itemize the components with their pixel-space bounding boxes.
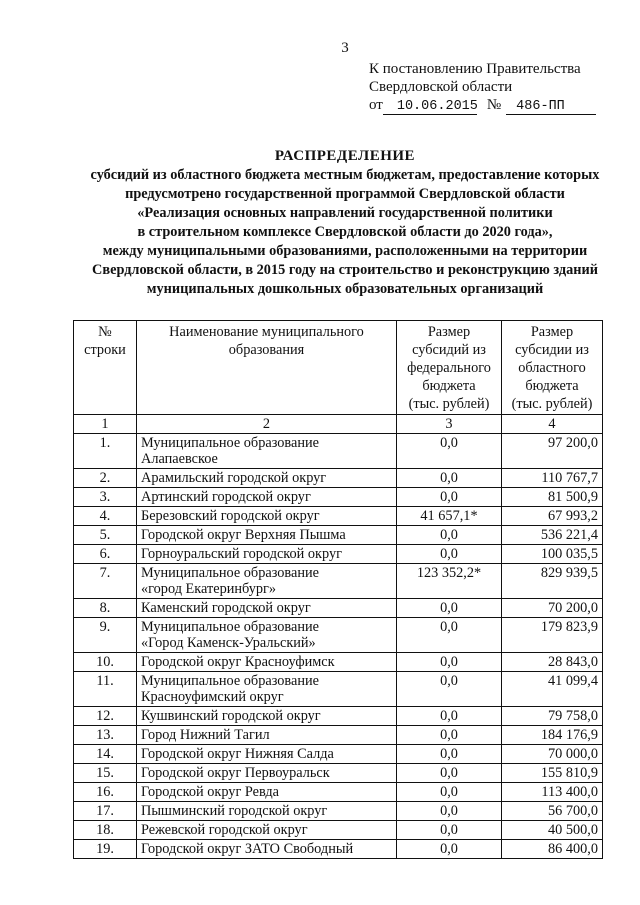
header-federal xyxy=(397,321,502,415)
row-number: 17. xyxy=(74,802,137,821)
regional-subsidy: 40 500,0 xyxy=(502,821,603,840)
regional-subsidy: 86 400,0 xyxy=(502,840,603,859)
regional-subsidy: 155 810,9 xyxy=(502,764,603,783)
table-row xyxy=(74,507,603,526)
header-reg-line: (тыс. рублей) xyxy=(511,396,593,412)
document-title: РАСПРЕДЕЛЕНИЕ xyxy=(274,148,416,164)
subtitle-line: предусмотрено государственной программой Свердловской области xyxy=(125,186,565,202)
header-reg-line: Размер xyxy=(530,324,574,340)
municipality-name-line: Городской округ Ревда xyxy=(141,784,280,800)
federal-subsidy: 0,0 xyxy=(397,726,502,745)
municipality-name xyxy=(137,707,397,726)
document-subtitle xyxy=(60,166,630,299)
regional-subsidy: 179 823,9 xyxy=(502,618,603,653)
header-num xyxy=(74,321,137,415)
municipality-name xyxy=(137,745,397,764)
regional-subsidy: 97 200,0 xyxy=(502,434,603,469)
header-fed-line: субсидий из xyxy=(412,342,486,358)
table-row xyxy=(74,840,603,859)
table-row xyxy=(74,434,603,469)
column-number: 4 xyxy=(502,415,603,434)
row-number: 7. xyxy=(74,564,137,599)
table-header-row xyxy=(74,321,603,415)
page-number: 3 xyxy=(341,40,349,56)
table-row xyxy=(74,783,603,802)
row-number: 8. xyxy=(74,599,137,618)
column-number: 2 xyxy=(137,415,397,434)
table-row xyxy=(74,802,603,821)
municipality-name-line: Город Нижний Тагил xyxy=(141,727,270,743)
municipality-name-line: Городской округ Первоуральск xyxy=(141,765,330,781)
subtitle-line: в строительном комплексе Свердловской области до 2020 года», xyxy=(137,224,553,240)
table-row xyxy=(74,707,603,726)
header-num-line: строки xyxy=(84,342,126,358)
municipality-name-line: Городской округ Красноуфимск xyxy=(141,654,335,670)
regional-subsidy: 110 767,7 xyxy=(502,469,603,488)
row-number: 11. xyxy=(74,672,137,707)
row-number: 16. xyxy=(74,783,137,802)
municipality-name-line: Муниципальное образование xyxy=(141,619,319,635)
column-number: 1 xyxy=(74,415,137,434)
header-name-line: Наименование муниципального xyxy=(169,324,364,340)
municipality-name-line: Артинский городской округ xyxy=(141,489,311,505)
municipality-name-line: Каменский городской округ xyxy=(141,600,311,616)
municipality-name xyxy=(137,564,397,599)
row-number: 2. xyxy=(74,469,137,488)
date-prefix: от xyxy=(369,97,383,113)
federal-subsidy: 0,0 xyxy=(397,618,502,653)
row-number: 6. xyxy=(74,545,137,564)
regional-subsidy: 70 000,0 xyxy=(502,745,603,764)
header-reg-line: субсидии из xyxy=(515,342,589,358)
subtitle-line: Свердловской области, в 2015 году на строительство и реконструкцию зданий xyxy=(92,262,598,278)
table-row xyxy=(74,821,603,840)
header-name-line: образования xyxy=(228,342,305,358)
municipality-name-line: Муниципальное образование xyxy=(141,565,319,581)
table-row xyxy=(74,488,603,507)
decree-reference xyxy=(369,60,596,115)
municipality-name-line: Алапаевское xyxy=(141,451,218,467)
municipality-name-line: Муниципальное образование xyxy=(141,435,319,451)
decree-line-1: К постановлению Правительства xyxy=(369,61,581,77)
municipality-name-line: Березовский городской округ xyxy=(141,508,320,524)
municipality-name-line: Арамильский городской округ xyxy=(141,470,327,486)
federal-subsidy: 0,0 xyxy=(397,783,502,802)
distribution-table xyxy=(73,320,603,859)
federal-subsidy: 123 352,2* xyxy=(397,564,502,599)
table-row xyxy=(74,726,603,745)
header-regional xyxy=(502,321,603,415)
row-number: 15. xyxy=(74,764,137,783)
municipality-name-line: Пышминский городской округ xyxy=(141,803,328,819)
municipality-name-line: Кушвинский городской округ xyxy=(141,708,321,724)
table-row xyxy=(74,764,603,783)
municipality-name-line: Городской округ Нижняя Салда xyxy=(141,746,334,762)
decree-line-2: Свердловской области xyxy=(369,79,513,95)
row-number: 4. xyxy=(74,507,137,526)
table-row xyxy=(74,653,603,672)
municipality-name-line: Режевской городской округ xyxy=(141,822,308,838)
municipality-name xyxy=(137,545,397,564)
regional-subsidy: 41 099,4 xyxy=(502,672,603,707)
regional-subsidy: 536 221,4 xyxy=(502,526,603,545)
row-number: 13. xyxy=(74,726,137,745)
federal-subsidy: 0,0 xyxy=(397,526,502,545)
municipality-name xyxy=(137,618,397,653)
regional-subsidy: 81 500,9 xyxy=(502,488,603,507)
municipality-name-line: «Город Каменск-Уральский» xyxy=(141,635,316,651)
regional-subsidy: 113 400,0 xyxy=(502,783,603,802)
federal-subsidy: 0,0 xyxy=(397,672,502,707)
table-row xyxy=(74,618,603,653)
federal-subsidy: 0,0 xyxy=(397,488,502,507)
federal-subsidy: 0,0 xyxy=(397,653,502,672)
municipality-name xyxy=(137,507,397,526)
table-row xyxy=(74,545,603,564)
column-number: 3 xyxy=(397,415,502,434)
subtitle-line: субсидий из областного бюджета местным бюджетам, предоставление которых xyxy=(90,167,600,183)
header-name xyxy=(137,321,397,415)
row-number: 19. xyxy=(74,840,137,859)
federal-subsidy: 0,0 xyxy=(397,764,502,783)
municipality-name-line: Муниципальное образование xyxy=(141,673,319,689)
row-number: 12. xyxy=(74,707,137,726)
municipality-name-line: Городской округ ЗАТО Свободный xyxy=(141,841,354,857)
header-fed-line: Размер xyxy=(427,324,471,340)
row-number: 5. xyxy=(74,526,137,545)
row-number: 1. xyxy=(74,434,137,469)
federal-subsidy: 0,0 xyxy=(397,545,502,564)
regional-subsidy: 184 176,9 xyxy=(502,726,603,745)
row-number: 3. xyxy=(74,488,137,507)
municipality-name xyxy=(137,840,397,859)
number-sign: № xyxy=(486,97,502,113)
municipality-name xyxy=(137,802,397,821)
table-row xyxy=(74,672,603,707)
regional-subsidy: 56 700,0 xyxy=(502,802,603,821)
subtitle-line: муниципальных дошкольных образовательных организаций xyxy=(146,281,544,297)
header-reg-line: бюджета xyxy=(525,378,579,394)
federal-subsidy: 0,0 xyxy=(397,821,502,840)
municipality-name xyxy=(137,764,397,783)
municipality-name-line: Красноуфимский округ xyxy=(141,689,284,705)
federal-subsidy: 0,0 xyxy=(397,840,502,859)
municipality-name xyxy=(137,653,397,672)
subtitle-line: «Реализация основных направлений государственной политики xyxy=(137,205,553,221)
municipality-name xyxy=(137,434,397,469)
municipality-name xyxy=(137,672,397,707)
header-fed-line: (тыс. рублей) xyxy=(408,396,490,412)
municipality-name xyxy=(137,469,397,488)
regional-subsidy: 829 939,5 xyxy=(502,564,603,599)
table-row xyxy=(74,564,603,599)
header-num-line: № xyxy=(98,324,112,340)
municipality-name xyxy=(137,783,397,802)
header-fed-line: бюджета xyxy=(422,378,476,394)
table-row xyxy=(74,526,603,545)
subtitle-line: между муниципальными образованиями, расположенными на территории xyxy=(102,243,588,259)
federal-subsidy: 0,0 xyxy=(397,802,502,821)
decree-date-number xyxy=(369,96,596,115)
column-number-row xyxy=(74,415,603,434)
municipality-name-line: Горноуральский городской округ xyxy=(141,546,342,562)
federal-subsidy: 41 657,1* xyxy=(397,507,502,526)
federal-subsidy: 0,0 xyxy=(397,707,502,726)
federal-subsidy: 0,0 xyxy=(397,745,502,764)
municipality-name xyxy=(137,726,397,745)
regional-subsidy: 79 758,0 xyxy=(502,707,603,726)
table-row xyxy=(74,745,603,764)
municipality-name xyxy=(137,599,397,618)
decree-date: 10.06.2015 xyxy=(383,99,477,115)
decree-number: 486-ПП xyxy=(506,99,596,115)
municipality-name-line: «город Екатеринбург» xyxy=(141,581,277,597)
federal-subsidy: 0,0 xyxy=(397,469,502,488)
municipality-name xyxy=(137,488,397,507)
header-fed-line: федерального xyxy=(407,360,491,376)
federal-subsidy: 0,0 xyxy=(397,599,502,618)
table-row xyxy=(74,469,603,488)
regional-subsidy: 100 035,5 xyxy=(502,545,603,564)
regional-subsidy: 70 200,0 xyxy=(502,599,603,618)
row-number: 14. xyxy=(74,745,137,764)
table-row xyxy=(74,599,603,618)
municipality-name-line: Городской округ Верхняя Пышма xyxy=(141,527,346,543)
regional-subsidy: 28 843,0 xyxy=(502,653,603,672)
row-number: 18. xyxy=(74,821,137,840)
municipality-name xyxy=(137,821,397,840)
municipality-name xyxy=(137,526,397,545)
regional-subsidy: 67 993,2 xyxy=(502,507,603,526)
table-body xyxy=(74,434,603,859)
federal-subsidy: 0,0 xyxy=(397,434,502,469)
header-reg-line: областного xyxy=(518,360,586,376)
row-number: 9. xyxy=(74,618,137,653)
row-number: 10. xyxy=(74,653,137,672)
